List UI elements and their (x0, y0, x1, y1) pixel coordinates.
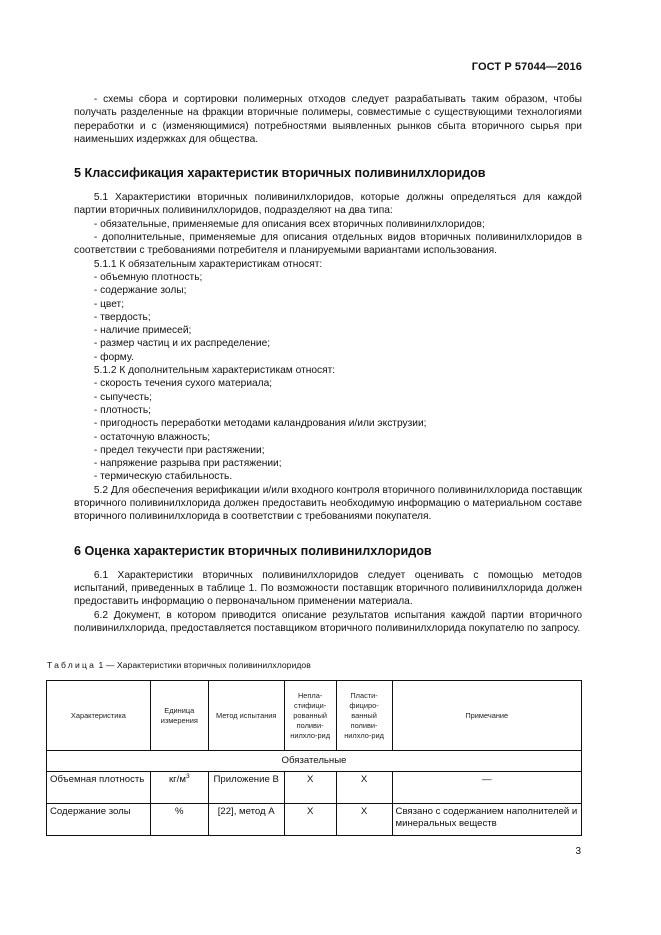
column-header: Характеристика (47, 681, 151, 751)
page-content (74, 93, 582, 635)
table-header-row (47, 681, 582, 751)
list-item: - форму. (93, 351, 134, 363)
table-caption (47, 660, 311, 670)
table-cell (150, 804, 208, 836)
list-item: - цвет; (93, 298, 125, 310)
list-item: - скорость течения сухого материала; (93, 378, 273, 390)
list-item: - дополнительные, применяемые для описания отдельных видов вторичных поливинилхлоридов в соответствии с требованиями потребителя и планируемыми вариантами использования. (74, 232, 582, 257)
list-item: - напряжение разрыва при растяжении; (93, 458, 282, 470)
table-cell: X (336, 804, 392, 836)
column-header: Пласти-фициро-ванный поливи-нилхло-рид (336, 681, 392, 751)
table-cell: X (336, 772, 392, 804)
table-cell: X (284, 772, 336, 804)
column-header: Примечание (392, 681, 581, 751)
unit-superscript: 3 (185, 772, 190, 780)
list-item: - предел текучести при растяжении; (93, 444, 265, 456)
list-item: - термическую стабильность. (93, 471, 233, 483)
standard-code: ГОСТ Р 57044—2016 (471, 61, 582, 73)
table-cell: Объемная плотность (47, 772, 151, 804)
list-item: - размер частиц и их распределение; (93, 338, 271, 350)
paragraph-5-1: 5.1 Характеристики вторичных поливинилхлоридов, которые должны определяться для каждой партии вторичных поливинилхлоридов, подразделяют на два типа: (74, 192, 582, 217)
column-header: Непла-стифици-рованный поливи-нилхло-рид (284, 681, 336, 751)
paragraph-5-1-2: 5.1.2 К дополнительным характеристикам относят: (93, 365, 336, 377)
table-caption-text: 1 — Характеристики вторичных поливинилхлоридов (96, 660, 311, 670)
section-5-title: 5 Классификация характеристик вторичных поливинилхлоридов (74, 166, 486, 181)
column-header: Единица измерения (150, 681, 208, 751)
section-6-title: 6 Оценка характеристик вторичных поливинилхлоридов (74, 543, 432, 558)
table-row (47, 804, 582, 836)
list-item: - плотность; (93, 404, 151, 416)
page-number: 3 (575, 846, 581, 857)
list-item: - остаточную влажность; (93, 431, 211, 443)
unit-text: % (175, 806, 184, 817)
table-caption-label: Таблица (47, 660, 97, 670)
table-cell (150, 772, 208, 804)
table-cell: [22], метод А (208, 804, 284, 836)
table-row (47, 772, 582, 804)
list-item: - обязательные, применяемые для описания всех вторичных поливинилхлоридов; (93, 218, 485, 230)
table-cell: X (284, 804, 336, 836)
table-cell: Связано с содержанием наполнителей и минеральных веществ (392, 804, 581, 836)
table-cell: Приложение В (208, 772, 284, 804)
paragraph-5-1-1: 5.1.1 К обязательным характеристикам относят: (93, 258, 323, 270)
list-item: - наличие примесей; (93, 325, 192, 337)
table-group-row (47, 751, 582, 772)
intro-paragraph: - схемы сбора и сортировки полимерных отходов следует разрабатывать таким образом, чтобы получать разделенные на фракции вторичные полимеры, совместимые с существующими технологиями переработки и с (изменяющимися) потребностями выявленных рынков сбыта вторичного сырья при наименьших издержках для общества. (74, 94, 582, 145)
list-item: - пригодность переработки методами каландрования и/или экструзии; (93, 418, 427, 430)
table-cell: — (392, 772, 581, 804)
column-header: Метод испытания (208, 681, 284, 751)
paragraph-6-1: 6.1 Характеристики вторичных поливинилхлоридов следует оценивать с помощью методов испытаний, приведенных в таблице 1. По возможности поставщик вторичного поливинилхлорида должен предоставить информацию о первоначальном применении материала. (74, 569, 582, 608)
list-item: - сыпучесть; (93, 391, 152, 403)
unit-text: кг/м (168, 774, 186, 785)
paragraph-5-2: 5.2 Для обеспечения верификации и/или входного контроля вторичного поливинилхлорида поставщик вторичного поливинилхлорида должен предоставить необходимую информацию о материальном составе вторичного поливинилхлорида в соответствии с требованиями покупателя. (74, 484, 582, 523)
characteristics-table (46, 680, 582, 836)
list-item: - содержание золы; (93, 285, 187, 297)
group-label: Обязательные (47, 751, 582, 772)
list-item: - объемную плотность; (93, 271, 203, 283)
paragraph-6-2: 6.2 Документ, в котором приводится описание результатов испытания каждой партии вторичного поливинилхлорида, предоставляется поставщиком вторичного поливинилхлорида покупателю по запросу. (74, 609, 582, 634)
table-cell: Содержание золы (47, 804, 151, 836)
list-item: - твердость; (93, 311, 151, 323)
